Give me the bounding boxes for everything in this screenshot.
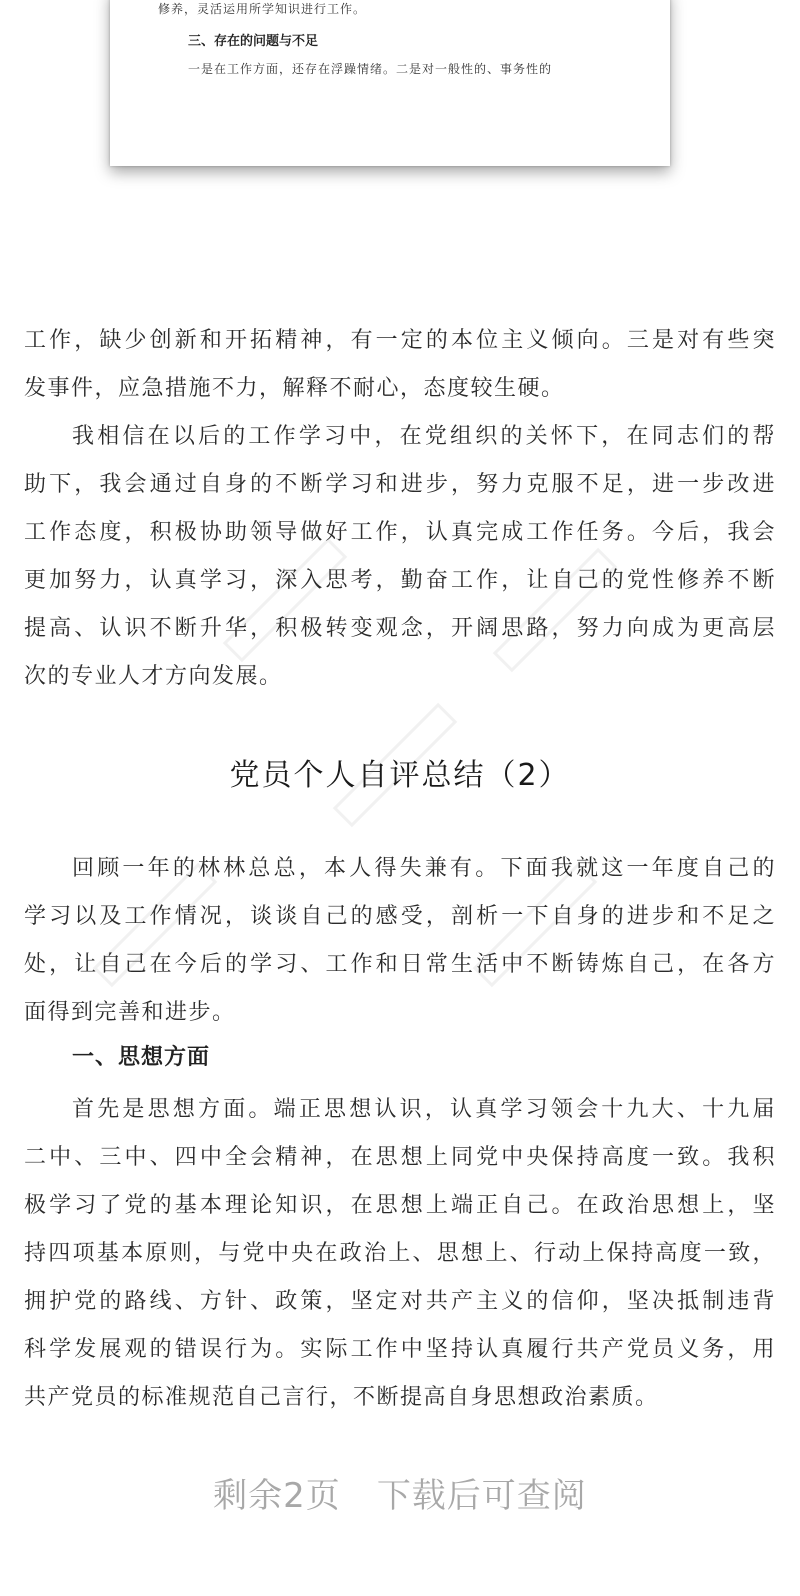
- download-to-view-label[interactable]: 下载后可查阅: [376, 1476, 587, 1516]
- text-line: 我相信在以后的工作学习中，在党组织的关怀下，在同志们的帮: [72, 424, 776, 449]
- paragraph-continuation: [24, 317, 776, 413]
- text-line: 学习以及工作情况，谈谈自己的感受，剖析一下自身的进步和不足之: [24, 904, 776, 929]
- text-line: 回顾一年的林林总总，本人得失兼有。下面我就这一年度自己的: [72, 856, 776, 881]
- document-title: 党员个人自评总结（2）: [229, 758, 571, 793]
- text-line: 发事件，应急措施不力，解释不耐心，态度较生硬。: [24, 376, 565, 401]
- text-line: 二中、三中、四中全会精神，在思想上同党中央保持高度一致。我积: [24, 1145, 776, 1170]
- paragraph-outlook: [24, 413, 776, 701]
- text-line: 共产党员的标准规范自己言行，不断提高自身思想政治素质。: [24, 1385, 659, 1410]
- preview-section-heading: 三、存在的问题与不足: [188, 34, 319, 49]
- text-line: 处，让自己在今后的学习、工作和日常生活中不断铸炼自己，在各方: [24, 952, 776, 977]
- text-line: 持四项基本原则，与党中央在政治上、思想上、行动上保持高度一致，: [24, 1241, 776, 1266]
- paragraph-ideology: [24, 1086, 776, 1422]
- text-line: 工作，缺少创新和开拓精神，有一定的本位主义倾向。三是对有些突: [24, 328, 776, 353]
- preview-text-line: 修养，灵活运用所学知识进行工作。: [158, 2, 367, 16]
- text-line: 拥护党的路线、方针、政策，坚定对共产主义的信仰，坚决抵制违背: [24, 1289, 776, 1314]
- preview-text-line: 一是在工作方面，还存在浮躁情绪。二是对一般性的、事务性的: [188, 62, 553, 76]
- text-line: 极学习了党的基本理论知识，在思想上端正自己。在政治思想上，坚: [24, 1193, 776, 1218]
- document-preview-card: [110, 0, 670, 166]
- text-line: 首先是思想方面。端正思想认识，认真学习领会十九大、十九届: [72, 1097, 776, 1122]
- text-line: 更加努力，认真学习，深入思考，勤奋工作，让自己的党性修养不断: [24, 568, 776, 593]
- text-line: 助下，我会通过自身的不断学习和进步，努力克服不足，进一步改进: [24, 472, 776, 497]
- text-line: 科学发展观的错误行为。实际工作中坚持认真履行共产党员义务，用: [24, 1337, 776, 1362]
- remaining-pages-count: 剩余2页: [213, 1476, 341, 1516]
- text-line: 工作态度，积极协助领导做好工作，认真完成工作任务。今后，我会: [24, 520, 776, 545]
- sub-heading: 一、思想方面: [72, 1045, 211, 1070]
- text-line: 面得到完善和进步。: [24, 1000, 236, 1025]
- remaining-pages-notice[interactable]: [0, 1468, 800, 1517]
- text-line: 次的专业人才方向发展。: [24, 664, 283, 689]
- text-line: 提高、认识不断升华，积极转变观念，开阔思路，努力向成为更高层: [24, 616, 776, 641]
